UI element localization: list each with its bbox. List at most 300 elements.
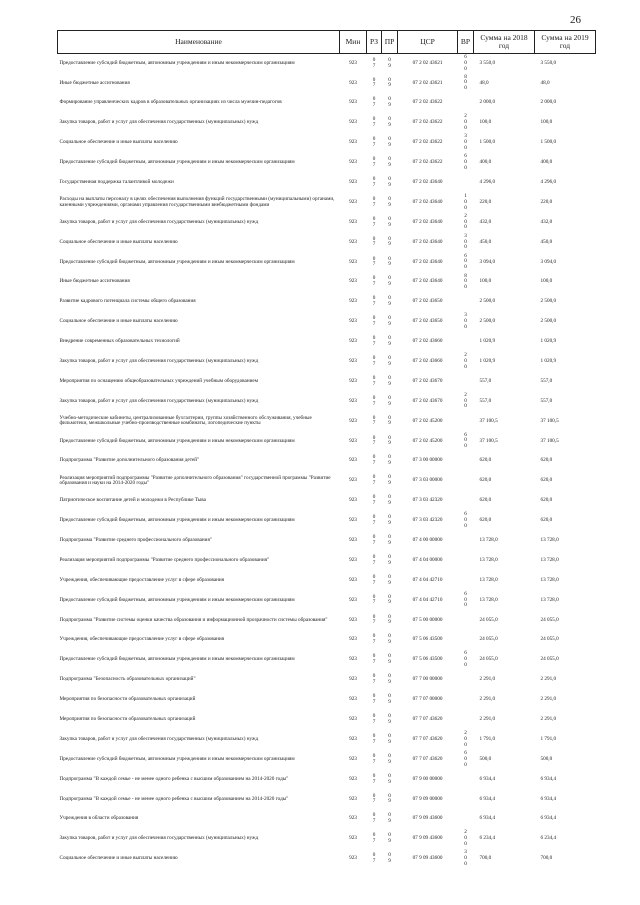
row-sum-2018: 13 728,0 <box>479 556 498 563</box>
row-pr <box>382 312 398 332</box>
row-pr-digit: 9 <box>388 281 391 288</box>
row-pr <box>382 750 398 770</box>
row-name: Предоставление субсидий бюджетным, автономным учреждениям и иным некоммерческим организациям <box>59 159 295 166</box>
row-min: 923 <box>349 79 357 86</box>
row-csr: 07 5 00 00000 <box>412 616 443 623</box>
row-min: 923 <box>349 835 357 842</box>
row-pr <box>382 213 398 233</box>
row-csr: 07 2 02 43660 <box>412 358 443 364</box>
row-vr-digit: 6 <box>464 252 467 259</box>
row-vr-digit: 0 <box>464 85 467 92</box>
table-row <box>58 491 596 511</box>
row-sum-2018: 2 291,0 <box>479 716 496 723</box>
row-csr: 07 9 09 43600 <box>412 855 443 862</box>
row-vr-digit: 0 <box>464 144 467 151</box>
row-vr-digit: 0 <box>464 656 467 663</box>
row-pr-digit: 9 <box>388 380 391 387</box>
row-min: 923 <box>349 258 357 265</box>
row-vr-digit: 2 <box>464 352 467 359</box>
row-rz <box>367 233 382 253</box>
row-pr-digit: 9 <box>388 758 391 765</box>
table-row <box>58 153 596 173</box>
row-sum-2018: 24 055,0 <box>479 636 498 643</box>
row-min: 923 <box>349 437 357 444</box>
row-vr-digit: 3 <box>464 312 467 319</box>
row-pr-digit: 0 <box>388 553 391 560</box>
row-vr <box>458 710 474 730</box>
row-name: Учреждения в области образования <box>59 815 139 822</box>
row-sum-2019: 24 055,0 <box>540 636 559 643</box>
row-vr <box>458 332 474 352</box>
row-min: 923 <box>349 298 357 305</box>
row-pr-digit: 9 <box>388 161 391 168</box>
row-sum-2019: 6 934,4 <box>540 775 557 782</box>
row-pr-digit: 9 <box>388 798 391 805</box>
row-vr-digit: 0 <box>464 517 467 524</box>
row-min: 923 <box>349 139 357 146</box>
header-sum-2018: Сумма на 2018 год <box>474 31 535 54</box>
row-vr-digit: 0 <box>464 125 467 132</box>
row-pr-digit: 9 <box>388 599 391 606</box>
row-min: 923 <box>349 358 357 364</box>
row-name: Социальное обеспечение и иные выплаты населению <box>59 139 178 146</box>
row-vr-digit: 0 <box>464 218 467 225</box>
row-rz <box>367 193 382 213</box>
row-rz-digit: 7 <box>372 639 376 646</box>
row-rz <box>367 73 382 93</box>
row-name: Закупка товаров, работ и услуг для обеспечения государственных (муниципальных) нужд <box>59 397 259 404</box>
row-pr-digit: 9 <box>388 261 391 268</box>
row-name: Предоставление субсидий бюджетным, автономным учреждениям и иным некоммерческим организациям <box>59 59 295 66</box>
row-min: 923 <box>349 775 357 782</box>
row-csr: 07 7 07 43620 <box>412 735 443 742</box>
row-csr: 07 2 02 43640 <box>412 238 443 245</box>
row-min: 923 <box>349 497 357 504</box>
table-row <box>58 471 596 491</box>
row-vr-digit: 2 <box>464 391 467 398</box>
table-row <box>58 650 596 670</box>
row-rz <box>367 372 382 392</box>
row-sum-2018: 1 791,0 <box>479 735 496 742</box>
row-rz-digit: 0 <box>372 315 376 322</box>
row-sum-2018: 13 728,0 <box>479 596 498 603</box>
row-rz-digit: 0 <box>372 573 376 580</box>
row-sum-2018: 3 094,0 <box>479 258 496 265</box>
row-vr <box>458 213 474 233</box>
row-sum-2019: 1 791,0 <box>540 735 557 742</box>
row-pr-digit: 9 <box>388 301 391 308</box>
row-name: Подпрограмма "Развитие дополнительного образования детей" <box>59 457 200 464</box>
row-rz-digit: 7 <box>372 62 376 69</box>
row-pr-digit: 9 <box>388 340 391 347</box>
row-rz-digit: 7 <box>372 420 376 427</box>
row-pr <box>382 372 398 392</box>
row-vr-digit: 0 <box>464 860 467 867</box>
row-rz-digit: 7 <box>372 460 376 467</box>
row-pr-digit: 0 <box>388 752 391 759</box>
table-row <box>58 73 596 93</box>
row-sum-2019: 557,0 <box>540 377 553 384</box>
row-vr <box>458 690 474 710</box>
row-rz <box>367 133 382 153</box>
row-sum-2018: 620,0 <box>479 477 492 484</box>
row-pr <box>382 829 398 849</box>
table-row <box>58 332 596 352</box>
row-rz <box>367 54 382 74</box>
row-min: 923 <box>349 696 357 703</box>
row-rz-digit: 0 <box>372 534 376 541</box>
row-vr-digit: 6 <box>464 431 467 438</box>
row-sum-2018: 450,0 <box>479 238 492 245</box>
row-csr: 07 2 02 45200 <box>412 437 443 444</box>
row-sum-2018: 100,0 <box>479 278 492 285</box>
row-rz <box>367 272 382 292</box>
row-sum-2019: 2 000,0 <box>540 99 557 106</box>
row-min: 923 <box>349 755 357 762</box>
row-sum-2019: 4 296,0 <box>540 178 557 185</box>
row-pr-digit: 0 <box>388 494 391 501</box>
row-rz-digit: 7 <box>372 261 376 268</box>
row-rz-digit: 7 <box>372 340 376 347</box>
row-vr-digit: 0 <box>464 204 467 211</box>
row-sum-2019: 24 055,0 <box>540 616 559 623</box>
row-rz <box>367 750 382 770</box>
row-name: Иные бюджетные ассигнования <box>59 79 130 86</box>
row-pr-digit: 9 <box>388 519 391 526</box>
row-sum-2018: 620,0 <box>479 517 492 524</box>
row-rz-digit: 0 <box>372 215 376 222</box>
row-pr-digit: 0 <box>388 156 391 163</box>
row-sum-2019: 2 500,0 <box>540 318 557 325</box>
row-sum-2018: 100,0 <box>479 119 492 126</box>
row-rz-digit: 0 <box>372 394 376 401</box>
row-pr-digit: 0 <box>388 215 391 222</box>
row-rz-digit: 0 <box>372 553 376 560</box>
row-min: 923 <box>349 576 357 583</box>
row-vr <box>458 551 474 571</box>
header-vr: ВР <box>458 31 474 54</box>
row-sum-2019: 2 291,0 <box>540 716 557 723</box>
row-pr <box>382 153 398 173</box>
row-rz-digit: 7 <box>372 301 376 308</box>
row-csr: 07 3 03 42320 <box>412 517 443 524</box>
row-name: Развитие кадрового потенциала системы общего образования <box>59 298 196 305</box>
row-pr-digit: 0 <box>388 394 391 401</box>
row-pr-digit: 9 <box>388 698 391 705</box>
header-csr: ЦСР <box>398 31 458 54</box>
row-pr-digit: 9 <box>388 62 391 69</box>
row-rz-digit: 7 <box>372 122 376 129</box>
row-sum-2018: 2 291,0 <box>479 676 496 683</box>
row-pr <box>382 730 398 750</box>
row-rz <box>367 213 382 233</box>
row-name: Патриотическое воспитание детей и молодежи в Республике Тыва <box>59 497 206 504</box>
row-pr-digit: 9 <box>388 619 391 626</box>
row-rz <box>367 431 382 451</box>
row-rz-digit: 7 <box>372 798 376 805</box>
table-row <box>58 451 596 471</box>
table-row <box>58 571 596 591</box>
row-rz-digit: 0 <box>372 474 376 481</box>
row-name: Учреждения, обеспечивающие предоставление услуг в сфере образования <box>59 636 225 643</box>
row-vr-digit: 6 <box>464 511 467 518</box>
row-pr <box>382 471 398 491</box>
row-vr-digit: 0 <box>464 139 467 146</box>
row-pr-digit: 9 <box>388 142 391 148</box>
row-min: 923 <box>349 596 357 603</box>
row-rz <box>367 650 382 670</box>
row-pr <box>382 133 398 153</box>
row-name: Закупка товаров, работ и услуг для обеспечения государственных (муниципальных) нужд <box>59 835 259 842</box>
row-vr-digit: 2 <box>464 829 467 836</box>
row-csr: 07 5 06 43500 <box>412 656 443 663</box>
row-vr <box>458 352 474 372</box>
row-pr-digit: 0 <box>388 852 391 859</box>
table-header <box>58 31 596 54</box>
row-min: 923 <box>349 218 357 225</box>
row-csr: 07 9 09 43600 <box>412 835 443 842</box>
row-vr-digit: 0 <box>464 258 467 265</box>
row-sum-2019: 500,0 <box>540 755 553 762</box>
row-pr-digit: 0 <box>388 772 391 779</box>
row-pr <box>382 849 398 869</box>
row-rz <box>367 292 382 312</box>
row-sum-2018: 700,0 <box>479 855 492 862</box>
row-vr-digit: 0 <box>464 79 467 86</box>
row-csr: 07 2 02 43640 <box>412 178 443 185</box>
row-min: 923 <box>349 477 357 484</box>
row-sum-2019: 37 100,5 <box>540 437 559 444</box>
row-vr <box>458 153 474 173</box>
table-row <box>58 789 596 809</box>
row-pr-digit: 9 <box>388 420 391 427</box>
row-sum-2018: 620,0 <box>479 457 492 464</box>
row-min: 923 <box>349 99 357 106</box>
row-sum-2019: 450,0 <box>540 238 553 245</box>
row-rz <box>367 591 382 611</box>
row-rz-digit: 7 <box>372 698 376 705</box>
row-rz-digit: 0 <box>372 335 376 342</box>
row-csr: 07 2 02 43621 <box>412 79 443 86</box>
row-vr <box>458 789 474 809</box>
row-name: Предоставление субсидий бюджетным, автономным учреждениям и иным некоммерческим организациям <box>59 596 295 603</box>
row-pr-digit: 0 <box>388 613 391 620</box>
row-pr-digit: 0 <box>388 76 391 83</box>
row-sum-2018: 13 728,0 <box>479 576 498 583</box>
row-vr-digit: 0 <box>464 318 467 325</box>
row-name: Формирование управленческих кадров в образовательных организациях из числа мужчин-педагогов <box>59 99 282 106</box>
row-name: Мероприятия по безопасности образовательных организаций <box>59 716 196 723</box>
table-row <box>58 690 596 710</box>
row-vr <box>458 670 474 690</box>
row-name: Мероприятия по оснащению общеобразовательных учреждений учебным оборудованием <box>59 377 258 384</box>
row-vr <box>458 372 474 392</box>
table-row <box>58 193 596 213</box>
row-vr-digit: 0 <box>464 841 467 848</box>
row-sum-2018: 1 020,9 <box>479 358 496 364</box>
row-min: 923 <box>349 815 357 822</box>
row-pr-digit: 0 <box>388 792 391 799</box>
row-csr: 07 4 04 42710 <box>412 576 443 583</box>
row-rz <box>367 571 382 591</box>
row-vr <box>458 809 474 829</box>
row-name: Расходы на выплаты персоналу в целях обеспечения выполнения функций государственными (муниципальными) органами, казенными учреждениями, органами управления государственными внебюджетными фондами <box>59 196 335 208</box>
row-sum-2019: 24 055,0 <box>540 656 559 663</box>
row-rz-digit: 0 <box>372 454 376 461</box>
row-pr-digit: 0 <box>388 713 391 720</box>
row-min: 923 <box>349 676 357 683</box>
row-rz <box>367 551 382 571</box>
row-pr <box>382 451 398 471</box>
row-csr: 07 2 02 43650 <box>412 298 443 305</box>
row-rz-digit: 0 <box>372 355 376 361</box>
table-row <box>58 610 596 630</box>
row-vr-digit: 2 <box>464 212 467 219</box>
row-pr <box>382 650 398 670</box>
row-csr: 07 3 03 00000 <box>412 477 443 484</box>
row-min: 923 <box>349 517 357 524</box>
row-pr <box>382 710 398 730</box>
row-vr-digit: 0 <box>464 835 467 842</box>
table-row <box>58 750 596 770</box>
row-min: 923 <box>349 735 357 742</box>
row-name: Социальное обеспечение и иные выплаты населению <box>59 855 178 862</box>
table-row <box>58 730 596 750</box>
row-name: Социальное обеспечение и иные выплаты населению <box>59 318 178 325</box>
row-pr <box>382 54 398 74</box>
row-vr-digit: 2 <box>464 730 467 737</box>
row-pr-digit: 9 <box>388 559 391 566</box>
row-pr <box>382 193 398 213</box>
row-vr <box>458 54 474 74</box>
row-pr-digit: 0 <box>388 653 391 660</box>
row-pr <box>382 571 398 591</box>
row-csr: 07 9 09 00000 <box>412 795 443 802</box>
row-rz-digit: 7 <box>372 480 376 487</box>
row-rz-digit: 0 <box>372 76 376 83</box>
row-rz-digit: 7 <box>372 858 376 865</box>
row-vr-digit: 3 <box>464 232 467 239</box>
row-rz <box>367 630 382 650</box>
row-pr <box>382 392 398 412</box>
row-sum-2018: 48,0 <box>479 79 489 86</box>
row-rz <box>367 809 382 829</box>
row-name: Предоставление субсидий бюджетным, автономным учреждениям и иным некоммерческим организациям <box>59 656 295 663</box>
row-rz-digit: 7 <box>372 519 376 526</box>
row-vr-digit: 0 <box>464 855 467 862</box>
row-vr <box>458 571 474 591</box>
table-row <box>58 312 596 332</box>
row-rz-digit: 7 <box>372 718 376 725</box>
row-vr <box>458 392 474 412</box>
row-rz-digit: 0 <box>372 713 376 720</box>
row-pr-digit: 0 <box>388 514 391 521</box>
row-vr <box>458 630 474 650</box>
row-name: Реализация мероприятий подпрограммы "Развитие дополнительного образования" государственной программы "Развитие образования и науки на 2014-2020 годы" <box>59 474 331 487</box>
row-rz <box>367 531 382 551</box>
row-name: Социальное обеспечение и иные выплаты населению <box>59 238 178 245</box>
table-row <box>58 630 596 650</box>
row-sum-2019: 100,0 <box>540 119 553 126</box>
table-row <box>58 829 596 849</box>
row-csr: 07 2 02 43622 <box>412 139 443 146</box>
row-pr <box>382 789 398 809</box>
row-rz-digit: 0 <box>372 732 376 739</box>
row-pr-digit: 9 <box>388 460 391 467</box>
table-row <box>58 352 596 372</box>
table-row <box>58 272 596 292</box>
row-sum-2018: 432,0 <box>479 218 492 225</box>
row-name: Подпрограмма "В каждой семье - не менее одного ребенка с высшим образованием на 2014-2020 годы" <box>59 775 289 782</box>
row-vr <box>458 770 474 790</box>
row-pr-digit: 0 <box>388 633 391 640</box>
table-row <box>58 770 596 790</box>
row-rz-digit: 0 <box>372 494 376 501</box>
table-row <box>58 710 596 730</box>
row-pr-digit: 0 <box>388 374 391 381</box>
row-pr <box>382 412 398 432</box>
row-vr-digit: 0 <box>464 65 467 72</box>
row-csr: 07 2 02 43621 <box>412 59 443 66</box>
row-min: 923 <box>349 537 357 544</box>
row-sum-2019: 37 100,5 <box>540 417 559 424</box>
row-pr-digit: 9 <box>388 321 391 328</box>
row-name: Закупка товаров, работ и услуг для обеспечения государственных (муниципальных) нужд <box>59 218 259 225</box>
row-sum-2018: 2 500,0 <box>479 318 496 325</box>
row-rz-digit: 0 <box>372 852 376 859</box>
row-sum-2019: 1 500,0 <box>540 139 557 146</box>
row-rz-digit: 0 <box>372 514 376 521</box>
row-pr-digit: 9 <box>388 440 391 447</box>
row-sum-2019: 3 550,0 <box>540 59 557 66</box>
row-vr <box>458 193 474 213</box>
row-pr <box>382 551 398 571</box>
table-row <box>58 591 596 611</box>
row-name: Предоставление субсидий бюджетным, автономным учреждениям и иным некоммерческим организациям <box>59 258 295 265</box>
row-csr: 07 2 02 43640 <box>412 198 443 205</box>
row-vr <box>458 829 474 849</box>
row-rz <box>367 491 382 511</box>
row-rz <box>367 252 382 272</box>
row-pr-digit: 9 <box>388 500 391 507</box>
row-pr-digit: 0 <box>388 235 391 242</box>
row-vr-digit: 0 <box>464 403 467 410</box>
row-sum-2018: 6 934,4 <box>479 795 496 802</box>
row-rz-digit: 7 <box>372 181 376 188</box>
row-vr <box>458 292 474 312</box>
row-rz-digit: 7 <box>372 679 376 686</box>
row-sum-2018: 37 100,5 <box>479 437 498 444</box>
row-vr <box>458 93 474 113</box>
row-rz <box>367 670 382 690</box>
row-sum-2018: 24 055,0 <box>479 616 498 623</box>
row-sum-2019: 2 500,0 <box>540 298 557 305</box>
row-vr-digit: 0 <box>464 735 467 742</box>
row-pr-digit: 9 <box>388 181 391 188</box>
row-name: Предоставление субсидий бюджетным, автономным учреждениям и иным некоммерческим организациям <box>59 437 295 444</box>
row-pr-digit: 0 <box>388 454 391 461</box>
row-pr <box>382 252 398 272</box>
row-rz <box>367 730 382 750</box>
row-sum-2018: 1 500,0 <box>479 139 496 146</box>
row-sum-2019: 6 234,4 <box>540 835 557 842</box>
row-rz <box>367 153 382 173</box>
row-sum-2018: 400,0 <box>479 159 492 166</box>
row-name: Предоставление субсидий бюджетным, автономным учреждениям и иным некоммерческим организациям <box>59 755 295 762</box>
row-rz-digit: 7 <box>372 221 376 228</box>
row-rz <box>367 412 382 432</box>
row-pr-digit: 0 <box>388 96 391 103</box>
